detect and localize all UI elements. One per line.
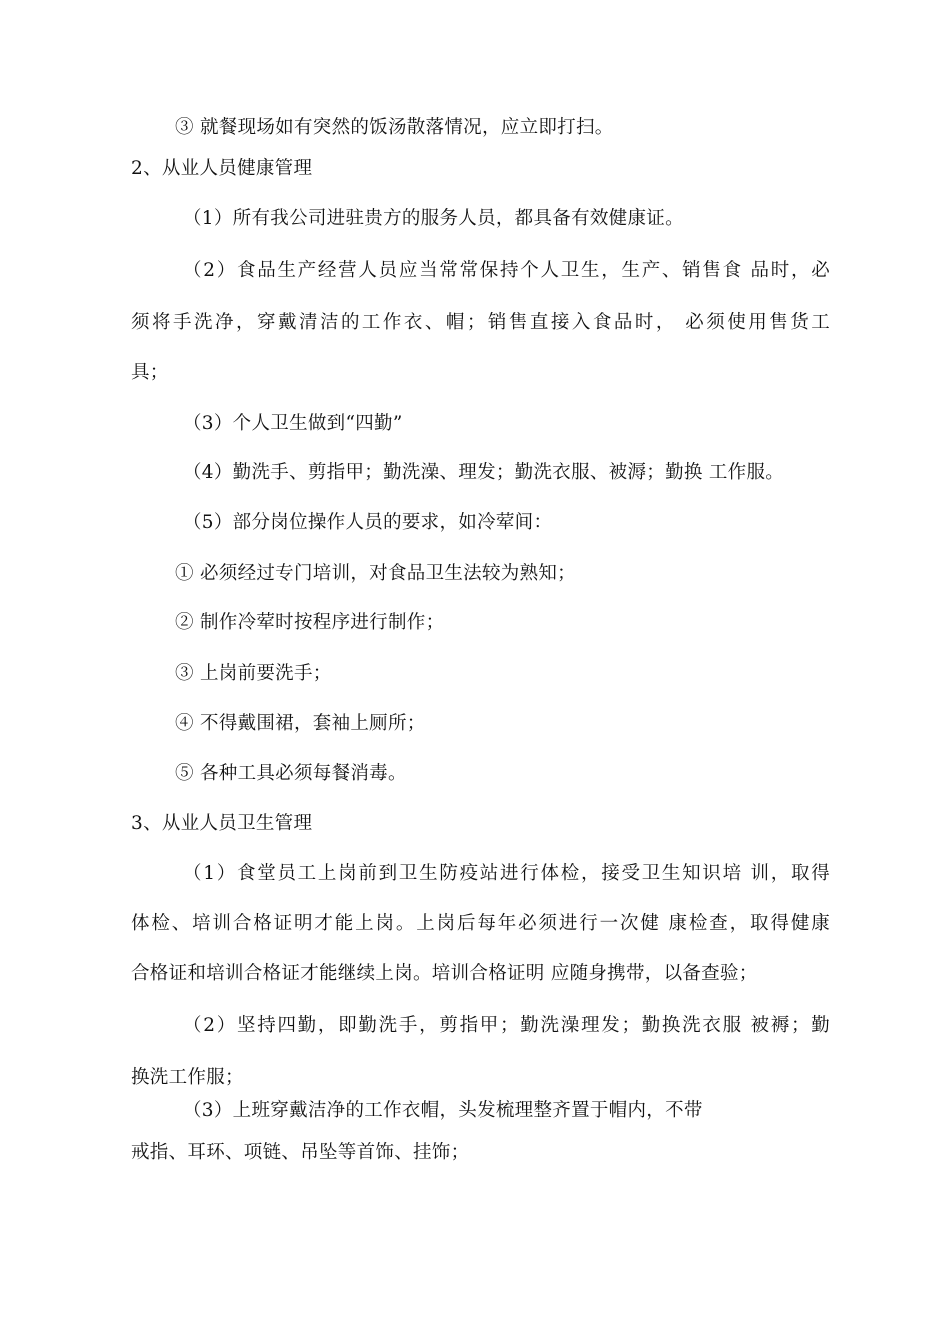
paragraph-3-1-line3: 合格证和培训合格证才能继续上岗。培训合格证明 应随身携带，以备查验； [131, 963, 758, 984]
paragraph-2-2-line1: （2）食品生产经营人员应当常常保持个人卫生，生产、销售食 品时，必 [183, 260, 830, 281]
paragraph-2-2-line3: 具； [131, 362, 169, 383]
item-circled-3: ③ 上岗前要洗手； [175, 663, 332, 684]
paragraph-3-3-line2: 戒指、耳环、项链、吊坠等首饰、挂饰； [131, 1142, 470, 1163]
paragraph-3-2-line1: （2）坚持四勤，即勤洗手，剪指甲；勤洗澡理发；勤换洗衣服 被褥；勤 [183, 1015, 830, 1036]
paragraph-3-1-line2: 体检、培训合格证明才能上岗。上岗后每年必须进行一次健 康检查，取得健康 [131, 913, 830, 934]
item-circled-5: ⑤ 各种工具必须每餐消毒。 [175, 763, 407, 784]
paragraph-2-5: （5）部分岗位操作人员的要求，如冷荤间： [183, 512, 553, 533]
paragraph-3-3-line1: （3）上班穿戴洁净的工作衣帽，头发梳理整齐置于帽内，不带 [183, 1100, 703, 1121]
paragraph-2-3: （3）个人卫生做到“四勤” [183, 413, 403, 434]
section-heading-3: 3、从业人员卫生管理 [131, 813, 313, 834]
item-circled-1: ① 必须经过专门培训，对食品卫生法较为熟知； [175, 563, 576, 584]
paragraph-3-1-line1: （1）食堂员工上岗前到卫生防疫站进行体检，接受卫生知识培 训，取得 [183, 863, 830, 884]
paragraph-2-4: （4）勤洗手、剪指甲；勤洗澡、理发；勤洗衣服、被溽；勤换 工作服。 [183, 462, 785, 483]
paragraph-3-2-line2: 换洗工作服； [131, 1067, 244, 1088]
item-circled-3-dining: ③ 就餐现场如有突然的饭汤散落情况，应立即打扫。 [175, 117, 614, 138]
item-circled-2: ② 制作冷荤时按程序进行制作； [175, 612, 445, 633]
paragraph-2-2-line2: 须将手洗净，穿戴清洁的工作衣、帽；销售直接入食品时， 必须使用售货工 [131, 312, 830, 333]
section-heading-2: 2、从业人员健康管理 [131, 158, 313, 179]
paragraph-2-1: （1）所有我公司进驻贵方的服务人员，都具备有效健康证。 [183, 208, 684, 229]
item-circled-4: ④ 不得戴围裙，套袖上厕所； [175, 713, 426, 734]
